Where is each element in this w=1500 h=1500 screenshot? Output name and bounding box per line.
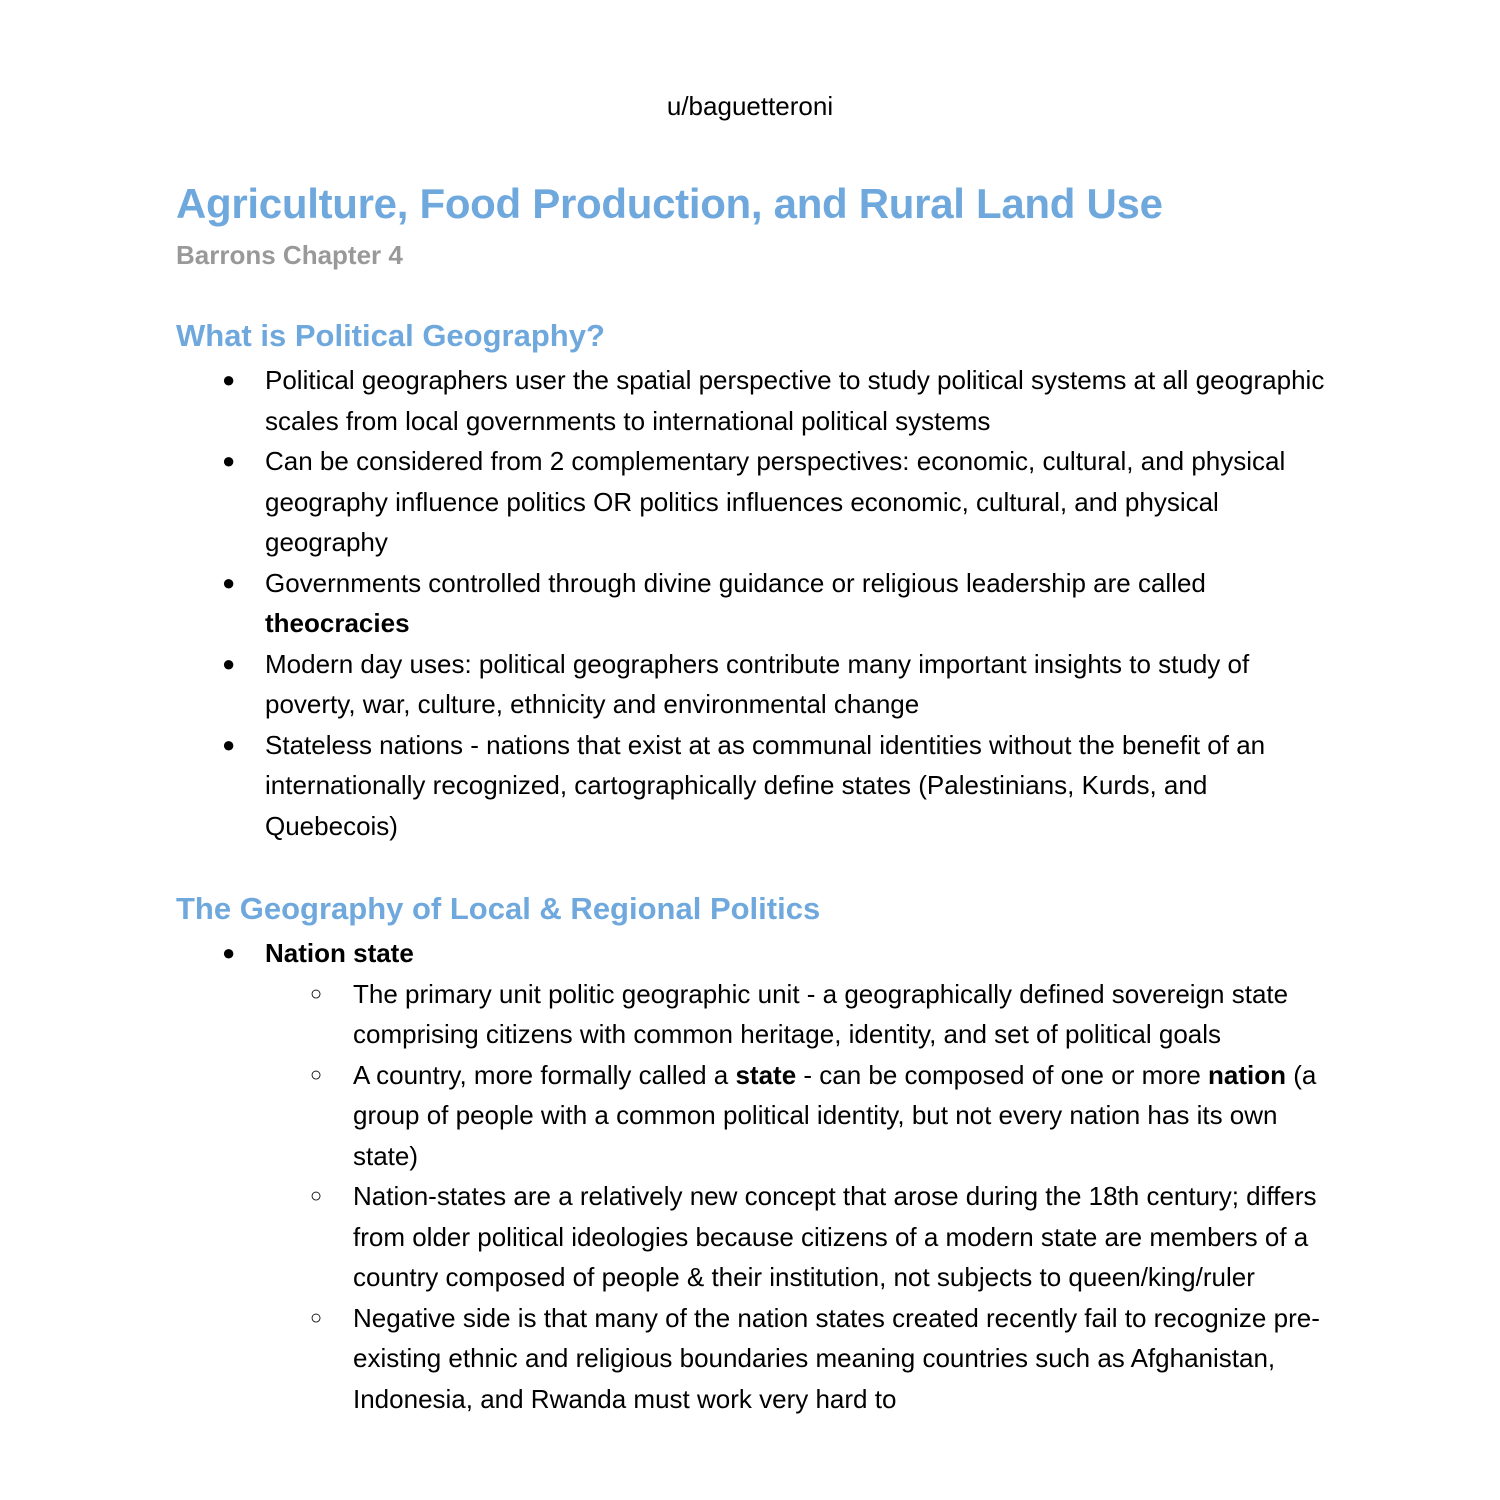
sub-list-item [0, 1298, 1328, 1420]
list-item-text: The primary unit politic geographic unit - a geographically defined sovereign state comprising citizens with common heritage, identity, and set of political goals [353, 978, 1289, 1049]
hollow-bullet-icon: ○ [310, 1063, 323, 1086]
list-item-text: Political geographers user the spatial perspective to study political systems at all geographic scales from local governments to international political systems [265, 365, 1325, 436]
bullet-icon: ● [222, 569, 236, 595]
list-item [0, 563, 1330, 644]
term-nation-state: Nation state [265, 938, 414, 968]
list-item-text-plain: Governments controlled through divine guidance or religious leadership are called [265, 567, 1206, 598]
bullet-list-local-regional-politics [0, 933, 1500, 1419]
bullet-icon: ● [222, 650, 236, 676]
bullet-icon: ● [222, 448, 236, 473]
list-item [0, 725, 1330, 847]
list-item-text: Modern day uses: political geographers contribute many important insights to study of poverty, war, culture, ethnicity and environmental change [265, 648, 1250, 719]
term-theocracies: theocracies [265, 608, 410, 638]
hollow-bullet-icon: ○ [310, 1306, 323, 1329]
section-heading-political-geography: What is Political Geography? [176, 318, 605, 353]
term-state: state [735, 1059, 797, 1090]
list-item-text: Stateless nations - nations that exist at as communal identities without the benefit of an internationally recognized, cartographically define states (Palestinians, Kurds, and Quebecois) [265, 729, 1266, 841]
header-username: u/baguetteroni [666, 91, 834, 121]
list-item-text: Negative side is that many of the nation states created recently fail to recognize pre-existing ethnic and religious boundaries meaning countries such as Afghanistan, Indonesia, and Rwanda must work very hard to [353, 1302, 1320, 1414]
list-item-text: Can be considered from 2 complementary perspectives: economic, cultural, and physical geography influence politics OR politics influences economic, cultural, and physical geography [265, 446, 1286, 557]
hollow-bullet-icon: ○ [310, 1185, 323, 1207]
sub-list-item [0, 1055, 1328, 1177]
list-item-text [353, 1055, 1328, 1177]
list-item [0, 933, 1330, 974]
sub-list-item [0, 974, 1328, 1055]
list-item-text: Nation-states are a relatively new concept that arose during the 18th century; differs from older political ideologies because citizens of a modern state are members of a country composed of people & their institution, not subjects to queen/king/ruler [353, 1181, 1317, 1292]
list-item-text [265, 563, 1330, 644]
hollow-bullet-icon: ○ [310, 982, 323, 1005]
list-item [0, 441, 1330, 563]
bullet-list-political-geography [0, 360, 1500, 846]
text-part: - can be composed of one or more [796, 1059, 1209, 1090]
section-heading-local-regional-politics: The Geography of Local & Regional Politics [176, 891, 821, 926]
text-part: (a group of people with a common political identity, but not every nation has its own state) [353, 1059, 1317, 1171]
text-part: A country, more formally called a [353, 1059, 736, 1090]
sub-list-item [0, 1176, 1328, 1298]
list-item [0, 360, 1330, 441]
bullet-icon: ● [222, 367, 236, 392]
bullet-icon: ● [222, 731, 236, 757]
term-nation: nation [1208, 1059, 1287, 1090]
list-item [0, 644, 1330, 725]
document-subtitle: Barrons Chapter 4 [176, 240, 403, 270]
document-title: Agriculture, Food Production, and Rural Land Use [176, 180, 1163, 227]
bullet-icon: ● [222, 940, 236, 965]
